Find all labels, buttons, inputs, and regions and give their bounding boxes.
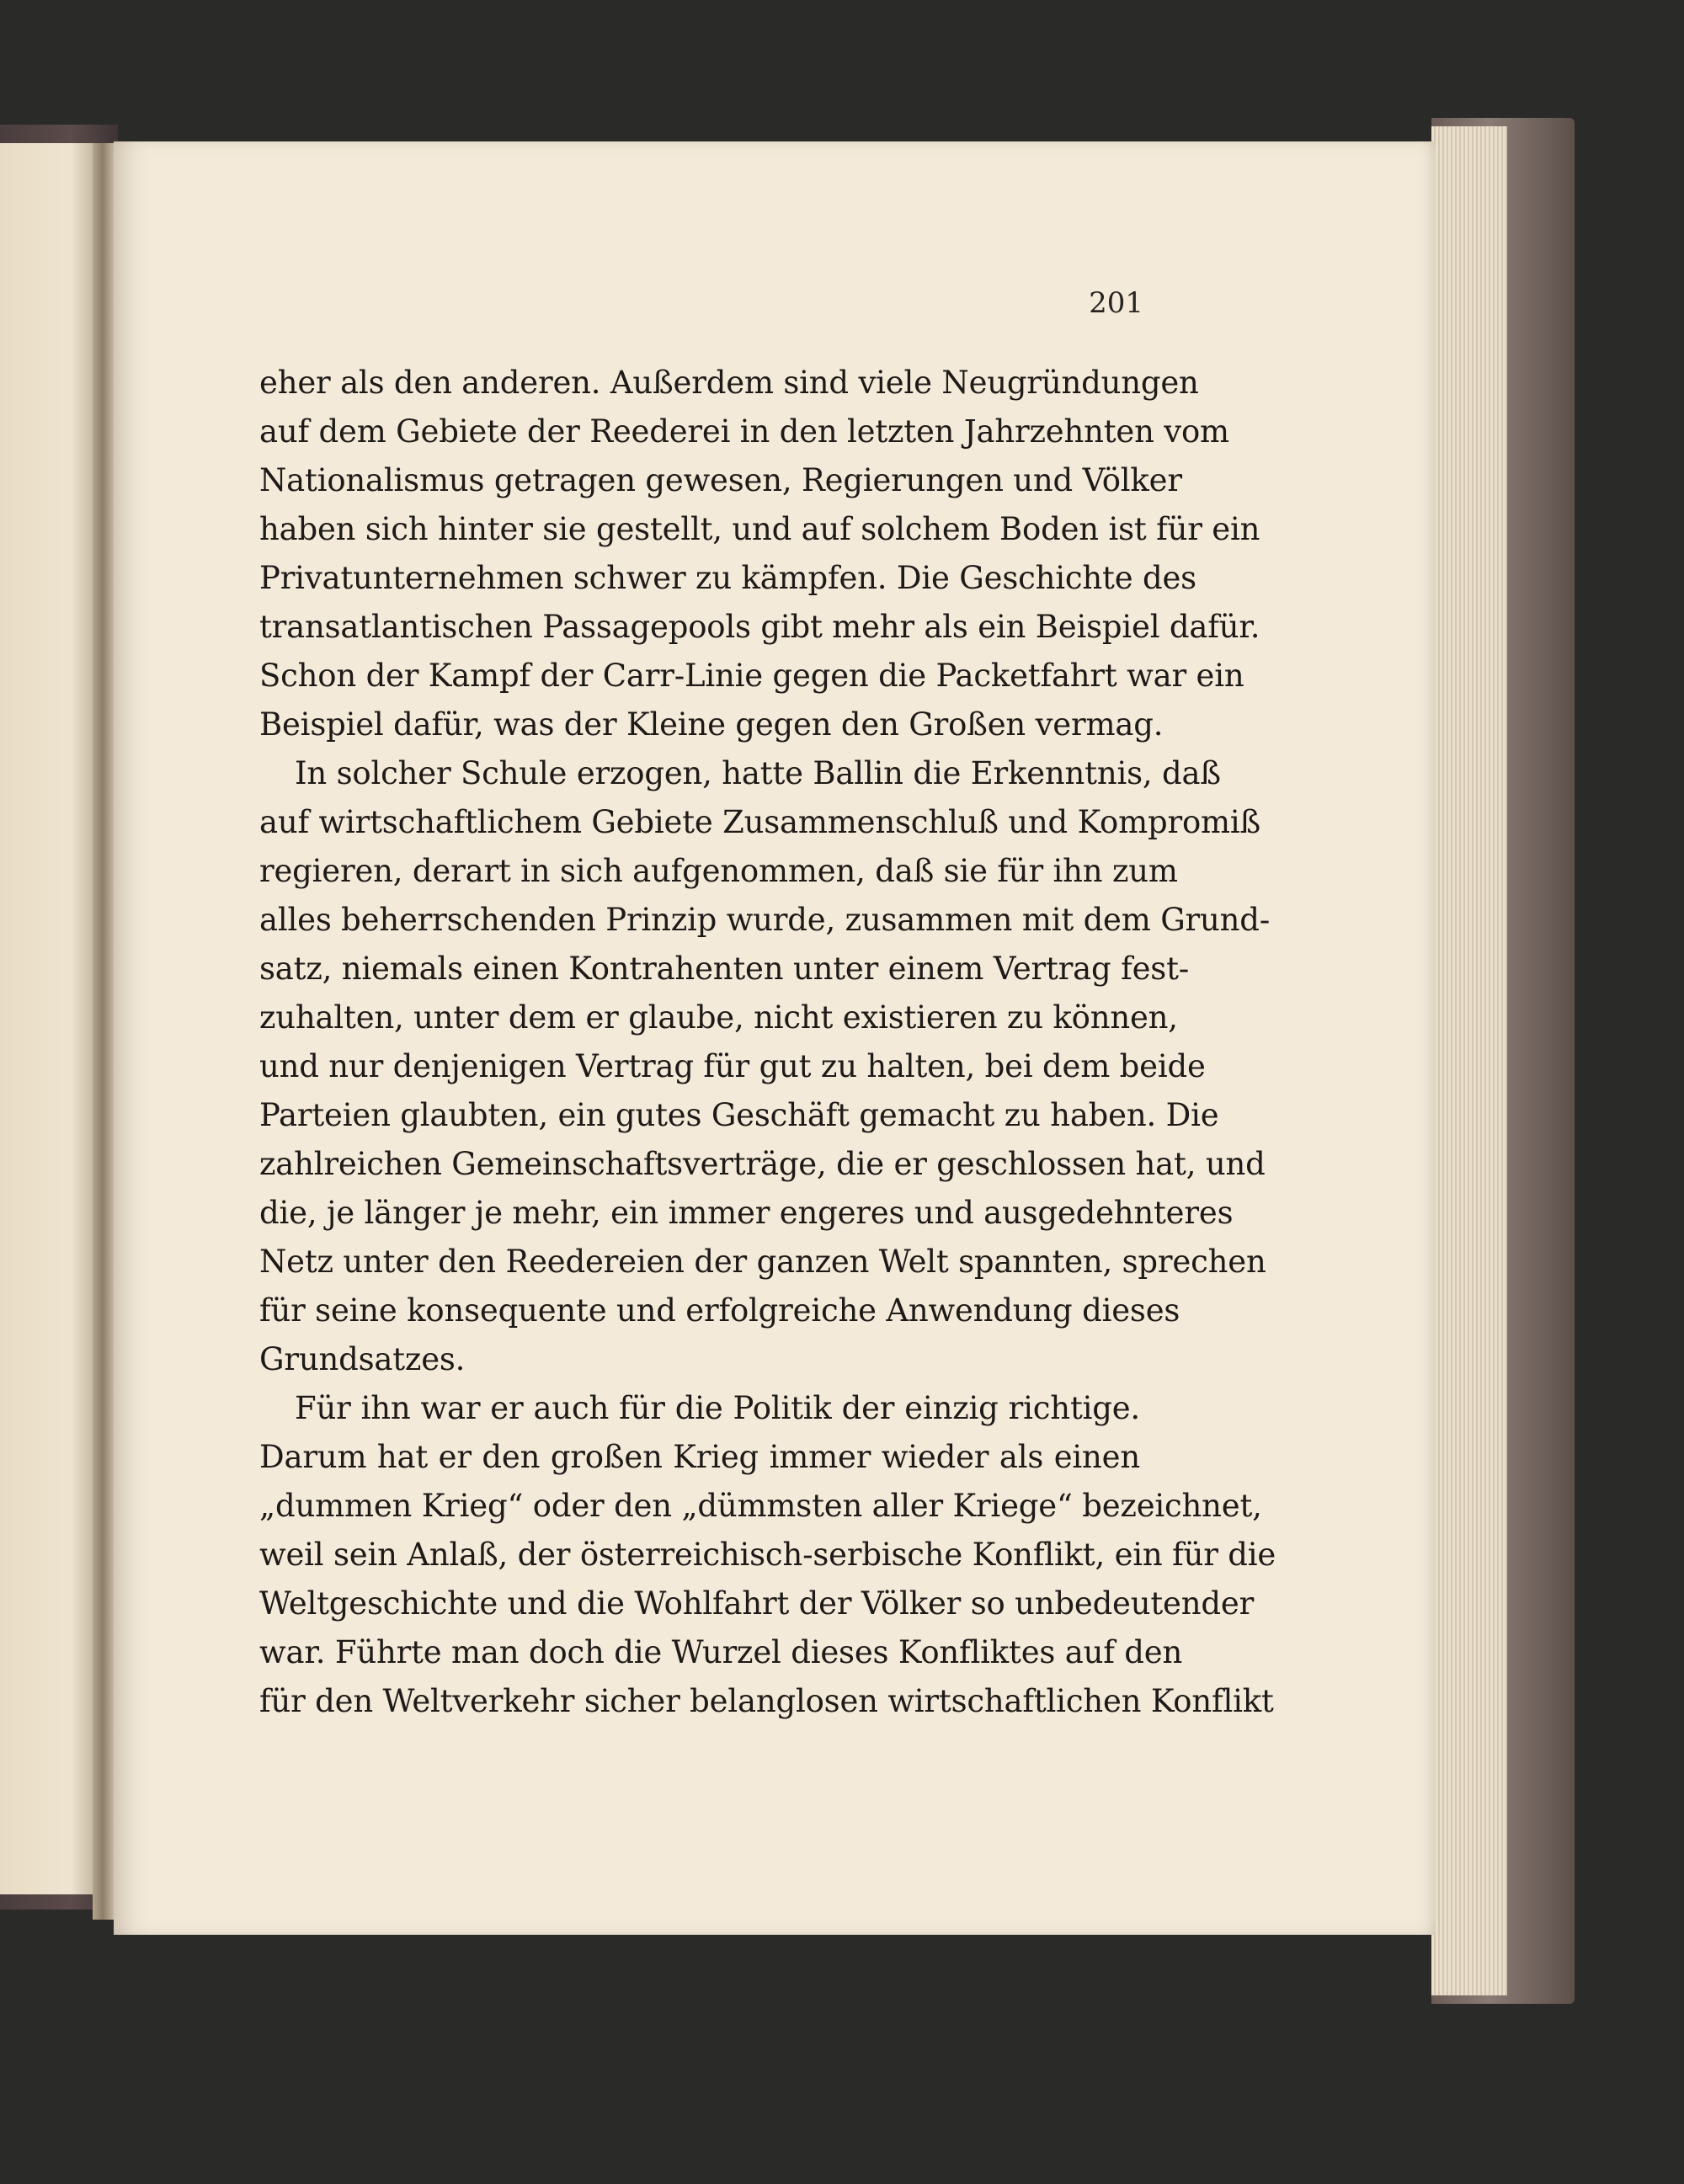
text-line: zahlreichen Gemeinschaftsverträge, die er geschlossen hat, und — [259, 1146, 1266, 1182]
text-line: Beispiel dafür, was der Kleine gegen den Großen vermag. — [259, 706, 1164, 743]
text-line: Parteien glaubten, ein gutes Geschäft gemacht zu haben. Die — [259, 1097, 1219, 1133]
text-line: In solcher Schule erzogen, hatte Ballin die Erkenntnis, daß — [295, 755, 1221, 791]
text-line: auf dem Gebiete der Reederei in den letzten Jahrzehnten vom — [259, 413, 1229, 450]
text-line: Netz unter den Reedereien der ganzen Welt spannten, sprechen — [259, 1244, 1266, 1280]
page-number: 201 — [1089, 286, 1143, 320]
text-line: Grundsatzes. — [259, 1341, 466, 1377]
text-line: Privatunternehmen schwer zu kämpfen. Die Geschichte des — [259, 560, 1196, 596]
text-line: transatlantischen Passagepools gibt mehr als ein Beispiel dafür. — [259, 609, 1260, 645]
text-line: Für ihn war er auch für die Politik der einzig richtige. — [295, 1390, 1140, 1426]
text-line: Schon der Kampf der Carr-Linie gegen die Packetfahrt war ein — [259, 658, 1244, 694]
text-line: weil sein Anlaß, der österreichisch-serbische Konflikt, ein für die — [259, 1537, 1276, 1573]
text-line: Nationalismus getragen gewesen, Regierungen und Völker — [259, 462, 1182, 498]
text-line: für seine konsequente und erfolgreiche Anwendung dieses — [259, 1292, 1180, 1329]
text-line: und nur denjenigen Vertrag für gut zu halten, bei dem beide — [259, 1048, 1206, 1084]
page-edges — [1431, 126, 1507, 1995]
text-line: Darum hat er den großen Krieg immer wieder als einen — [259, 1439, 1140, 1475]
text-line: war. Führte man doch die Wurzel dieses Konfliktes auf den — [259, 1634, 1183, 1670]
text-line: „dummen Krieg“ oder den „dümmsten aller Kriege“ bezeichnet, — [259, 1488, 1262, 1524]
text-line: auf wirtschaftlichem Gebiete Zusammenschluß und Kompromiß — [259, 804, 1261, 840]
text-line: alles beherrschenden Prinzip wurde, zusammen mit dem Grund- — [259, 902, 1271, 938]
text-line: Weltgeschichte und die Wohlfahrt der Völker so unbedeutender — [259, 1585, 1255, 1622]
text-line: für den Weltverkehr sicher belanglosen wirtschaftlichen Konflikt — [259, 1683, 1274, 1719]
text-line: satz, niemals einen Kontrahenten unter einem Vertrag fest- — [259, 951, 1190, 987]
text-line: zuhalten, unter dem er glaube, nicht existieren zu können, — [259, 999, 1178, 1036]
text-line: eher als den anderen. Außerdem sind viele Neugründungen — [259, 365, 1199, 401]
text-line: haben sich hinter sie gestellt, und auf solchem Boden ist für ein — [259, 511, 1260, 547]
text-line: regieren, derart in sich aufgenommen, daß sie für ihn zum — [259, 853, 1178, 889]
text-line: die, je länger je mehr, ein immer engeres und ausgedehnteres — [259, 1195, 1234, 1231]
left-page — [0, 143, 101, 1894]
body-text — [259, 359, 1276, 1726]
